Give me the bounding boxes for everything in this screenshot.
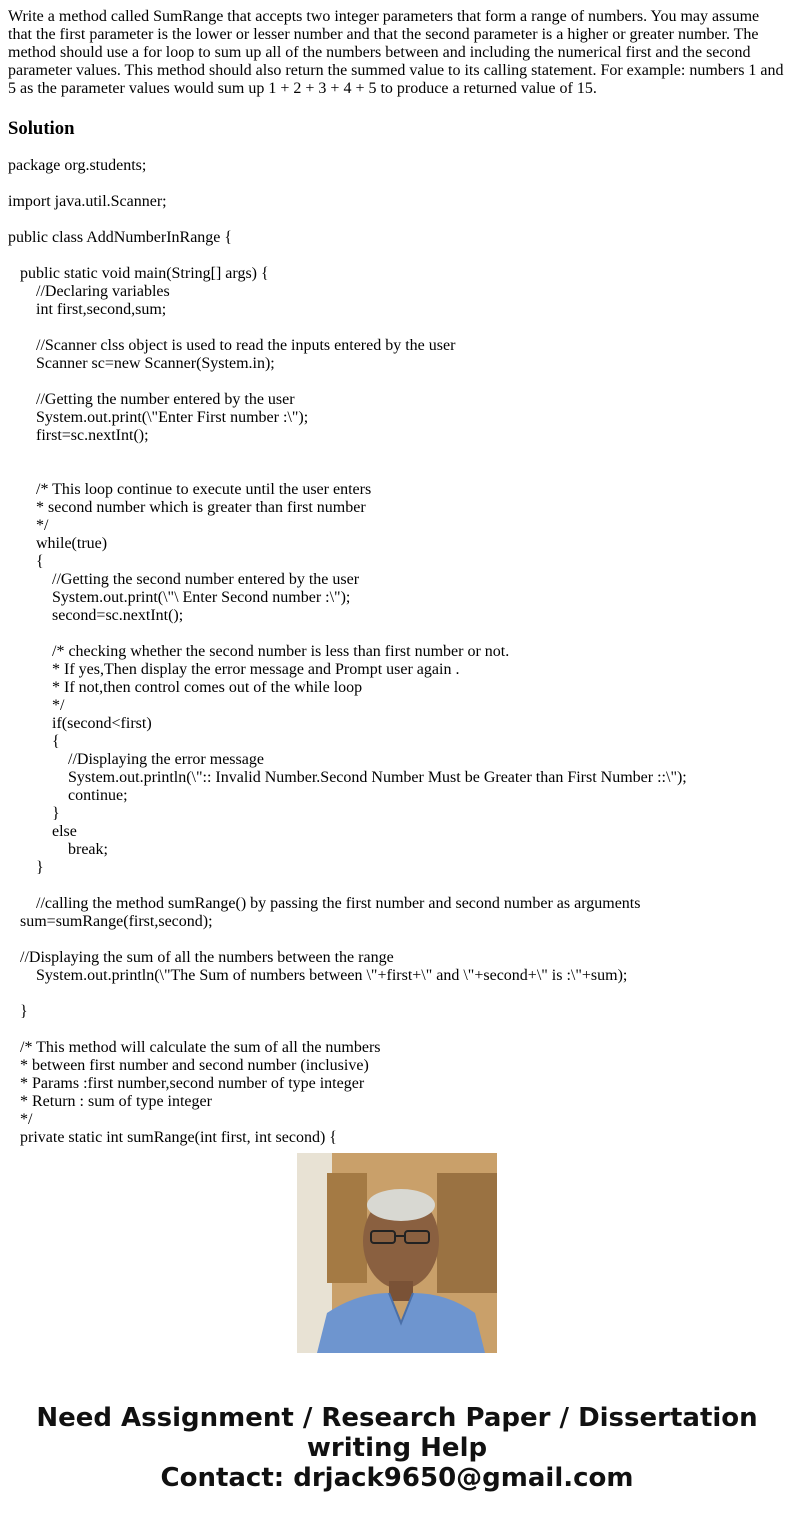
- code-line: //Displaying the sum of all the numbers between the range: [8, 949, 394, 966]
- code-line: package org.students;: [8, 157, 147, 174]
- code-line: */: [8, 517, 49, 534]
- code-line: sum=sumRange(first,second);: [8, 913, 213, 930]
- code-line: [8, 445, 786, 463]
- question-text: Write a method called SumRange that accepts two integer parameters that form a range of numbers. You may assume that the first parameter is the lower or lesser number and that the second parameter is a higher or greater number. The method should use a for loop to sum up all of the numbers between and including the numerical first and the second parameter values. This method should also return the summed value to its calling statement. For example: numbers 1 and 5 as the parameter values would sum up 1 + 2 + 3 + 4 + 5 to produce a returned value of 15.: [8, 8, 784, 97]
- code-line: while(true): [8, 535, 108, 552]
- code-line: first=sc.nextInt();: [8, 427, 149, 444]
- code-line: System.out.print(\"Enter First number :\");: [8, 409, 309, 426]
- code-line: //Getting the second number entered by the user: [8, 571, 360, 588]
- code-line: {: [8, 733, 60, 750]
- code-line: * If not,then control comes out of the while loop: [8, 679, 363, 696]
- code-line: [8, 931, 786, 949]
- solution-code: [8, 157, 786, 1147]
- code-line: //Getting the number entered by the user: [8, 391, 295, 408]
- code-line: {: [8, 553, 44, 570]
- code-line: System.out.println(\":: Invalid Number.Second Number Must be Greater than First Number ::\");: [8, 769, 687, 786]
- code-line: else: [8, 823, 77, 840]
- code-line: }: [8, 1003, 28, 1020]
- code-line: [8, 247, 786, 265]
- code-line: break;: [8, 841, 108, 858]
- code-line: }: [8, 859, 44, 876]
- help-advertisement: [0, 1403, 794, 1493]
- code-line: public static void main(String[] args) {: [8, 265, 269, 282]
- ad-line: writing Help: [306, 1433, 488, 1463]
- code-line: }: [8, 805, 60, 822]
- code-line: * If yes,Then display the error message and Prompt user again .: [8, 661, 460, 678]
- code-line: * Params :first number,second number of type integer: [8, 1075, 365, 1092]
- code-line: * Return : sum of type integer: [8, 1093, 212, 1110]
- code-line: int first,second,sum;: [8, 301, 167, 318]
- code-line: [8, 877, 786, 895]
- code-line: System.out.println(\"The Sum of numbers between \"+first+\" and \"+second+\" is :\"+sum);: [8, 967, 628, 984]
- code-line: Scanner sc=new Scanner(System.in);: [8, 355, 275, 372]
- code-line: /* This loop continue to execute until the user enters: [8, 481, 372, 498]
- code-line: //Scanner clss object is used to read the inputs entered by the user: [8, 337, 456, 354]
- code-line: System.out.print(\"\ Enter Second number :\");: [8, 589, 351, 606]
- code-line: import java.util.Scanner;: [8, 193, 167, 210]
- code-line: /* checking whether the second number is less than first number or not.: [8, 643, 510, 660]
- code-line: [8, 463, 786, 481]
- code-line: if(second<first): [8, 715, 152, 732]
- document-content: [8, 8, 786, 1146]
- author-portrait: [297, 1153, 497, 1353]
- code-line: [8, 625, 786, 643]
- code-line: [8, 985, 786, 1003]
- code-line: * between first number and second number (inclusive): [8, 1057, 369, 1074]
- author-avatar: [297, 1153, 497, 1353]
- code-line: private static int sumRange(int first, int second) {: [8, 1129, 337, 1146]
- code-line: [8, 175, 786, 193]
- code-line: second=sc.nextInt();: [8, 607, 184, 624]
- code-line: continue;: [8, 787, 128, 804]
- code-line: /* This method will calculate the sum of all the numbers: [8, 1039, 381, 1056]
- code-line: */: [8, 697, 65, 714]
- ad-line: Need Assignment / Research Paper / Dissertation: [36, 1403, 758, 1433]
- code-line: public class AddNumberInRange {: [8, 229, 233, 246]
- code-line: //Displaying the error message: [8, 751, 264, 768]
- code-line: //Declaring variables: [8, 283, 170, 300]
- ad-line: Contact: drjack9650@gmail.com: [160, 1463, 634, 1493]
- code-line: [8, 373, 786, 391]
- code-line: [8, 211, 786, 229]
- code-line: [8, 1021, 786, 1039]
- solution-heading: Solution: [8, 118, 75, 139]
- code-line: * second number which is greater than first number: [8, 499, 366, 516]
- code-line: //calling the method sumRange() by passing the first number and second number as arguments: [8, 895, 641, 912]
- code-line: [8, 319, 786, 337]
- code-line: */: [8, 1111, 33, 1128]
